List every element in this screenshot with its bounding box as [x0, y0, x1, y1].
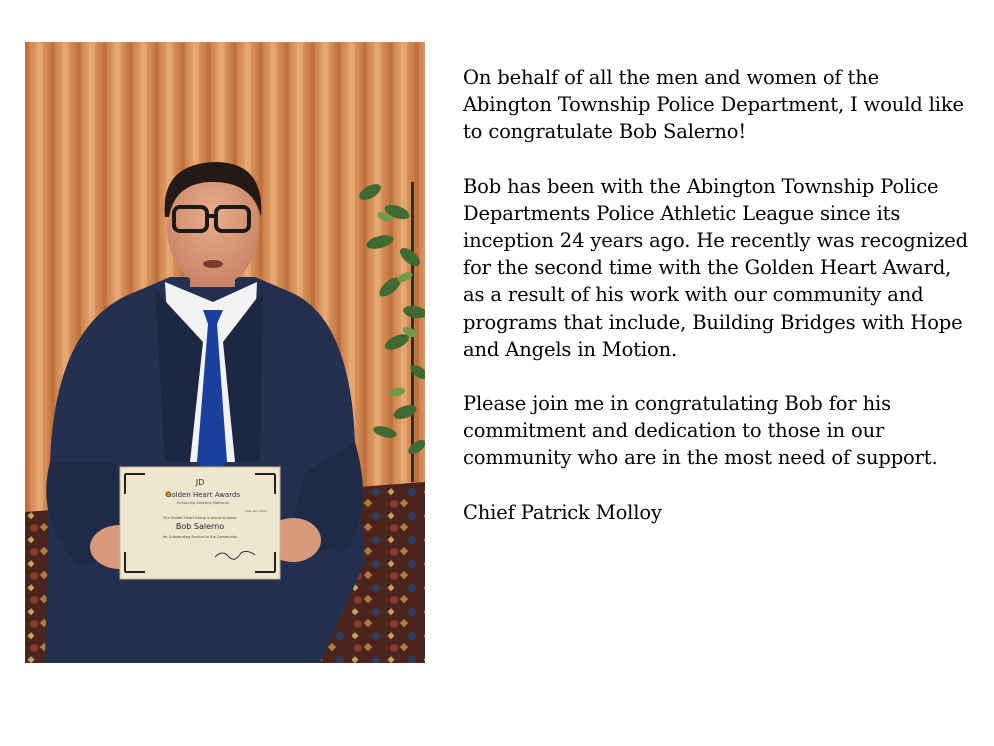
certificate: [120, 467, 280, 579]
letter-paragraph: Please join me in congratulating Bob for his commitment and dedication to those in our community who are in the most need of support.: [463, 392, 938, 470]
certificate-honoree: Bob Salerno: [175, 522, 225, 531]
certificate-logo: JD: [195, 478, 205, 487]
letter-paragraph: Bob has been with the Abington Township Police Departments Police Athletic League since its inception 24 years ago. He recently was recognized for the second time with the Golden Heart Award, as a result of his work with our community and programs that include, Building Bridges with Hope and Angels in Motion.: [463, 174, 968, 361]
award-photo: [25, 42, 425, 663]
certificate-heading: Golden Heart Awards: [165, 491, 241, 499]
letter-paragraph: On behalf of all the men and women of the Abington Township Police Department, I would like to congratulate Bob Salerno!: [463, 66, 964, 144]
certificate-intro: The Golden Heart Group is proud to honor: [163, 516, 237, 520]
congratulations-letter: [463, 64, 968, 526]
certificate-tagline: Enhancing Amazing Moments: [177, 501, 229, 505]
certificate-citation: for Outstanding Service to the Community: [162, 535, 238, 539]
certificate-date: February 2024: [245, 509, 267, 513]
signature: Chief Patrick Molloy: [463, 500, 662, 524]
